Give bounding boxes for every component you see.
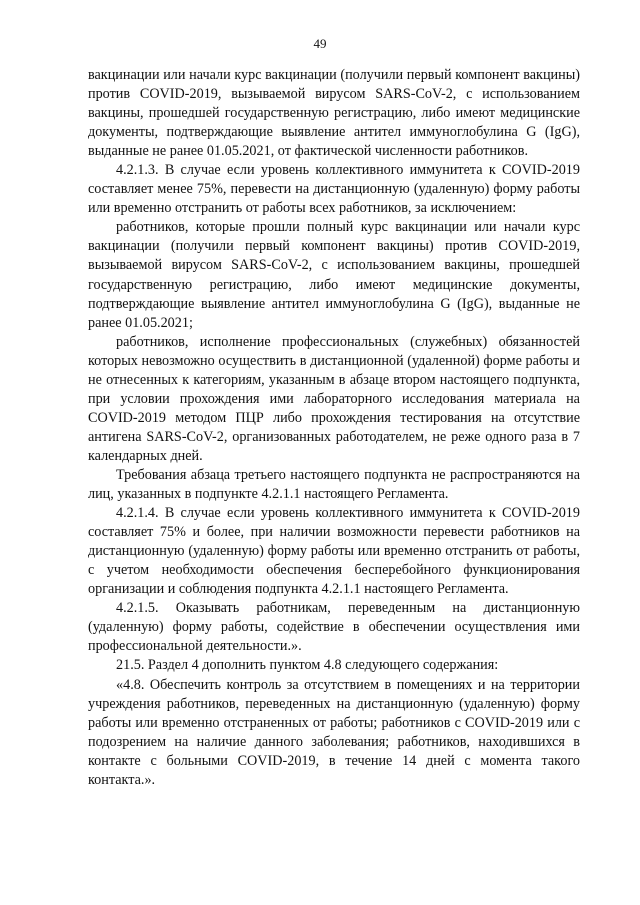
page-number: 49 [313,36,327,51]
paragraph-exception-vaccinated: работников, которые прошли полный курс вакцинации или начали курс вакцинации (получили первый компонент вакцины) против COVID-2019, вызываемой вирусом SARS-CoV-2, с использованием вакцины, прошедшей государственную регистрацию, либо имеют медицинские документы, подтверждающие выявление антител иммуноглобулина G (IgG), выданные не ранее 01.05.2021; [88,219,580,331]
paragraph-exception-onsite: работников, исполнение профессиональных (служебных) обязанностей которых невозможно осуществить в дистанционной (удаленной) форме работы и не отнесенных к категориям, указанным в абзаце втором настоящего подпункта, при условии прохождения ими лабораторного исследования материала на COVID-2019 методом ПЦР либо прохождения тестирования на отсутствие антигена SARS-CoV-2, организованных работодателем, не реже одного раза в 7 календарных дней. [88,333,580,464]
paragraph-4-2-1-4: 4.2.1.4. В случае если уровень коллективного иммунитета к COVID-2019 составляет 75% и более, при наличии возможности перевести работников на дистанционную (удаленную) форму работы или временно отстранить от работы, с учетом необходимости обеспечения бесперебойного функционирования организации и соблюдения подпункта 4.2.1.1 настоящего Регламента. [88,505,580,598]
paragraph-4-2-1-5: 4.2.1.5. Оказывать работникам, переведенным на дистанционную (удаленную) форму работы, содействие в обеспечении осуществления ими профессиональной деятельности.». [88,600,580,655]
paragraph-4-8: «4.8. Обеспечить контроль за отсутствием в помещениях и на территории учреждения работников, переведенных на дистанционную (удаленную) форму работы или временно отстраненных от работы; работников с COVID-2019 или с подозрением на наличие данного заболевания; работников, находившихся в контакте с больными COVID-2019, в течение 14 дней с момента такого контакта.». [88,676,580,788]
paragraph-continuation: вакцинации или начали курс вакцинации (получили первый компонент вакцины) против COVID-2019, вызываемой вирусом SARS-CoV-2, с использованием вакцины, прошедшей государственную регистрацию, либо имеют медицинские документы, подтверждающие выявление антител иммуноглобулина G (IgG), выданные не ранее 01.05.2021, от фактической численности работников. [88,67,580,160]
paragraph-21-5: 21.5. Раздел 4 дополнить пунктом 4.8 следующего содержания: [116,657,499,674]
body-text [88,66,580,790]
paragraph-requirements-note: Требования абзаца третьего настоящего подпункта не распространяются на лиц, указанных в подпункте 4.2.1.1 настоящего Регламента. [88,466,580,503]
paragraph-4-2-1-3: 4.2.1.3. В случае если уровень коллективного иммунитета к COVID-2019 составляет менее 75%, перевести на дистанционную (удаленную) форму работы или временно отстранить от работы всех работников, за исключением: [88,162,580,217]
